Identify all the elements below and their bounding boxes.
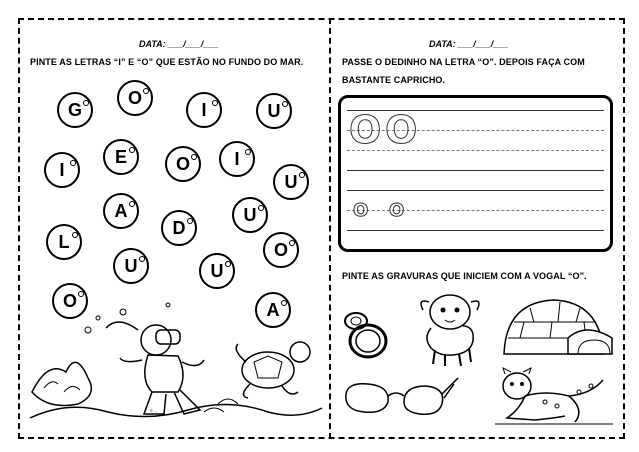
date-label-left: DATA: ___/___/___ xyxy=(139,39,219,49)
jaguar-picture[interactable] xyxy=(495,366,613,428)
trace-letter: O xyxy=(353,200,369,221)
letter-bubble[interactable]: A xyxy=(103,193,139,229)
writing-line xyxy=(347,230,604,231)
page-divider xyxy=(329,18,331,439)
letter-bubble[interactable]: U xyxy=(113,248,149,284)
handwriting-box[interactable] xyxy=(338,95,613,252)
diver-turtle-illustration xyxy=(28,300,324,430)
letter-bubble[interactable]: U xyxy=(256,93,292,129)
trace-letter: O xyxy=(389,200,405,221)
letter-bubble[interactable]: O xyxy=(52,283,88,319)
letter-bubble[interactable]: U xyxy=(199,253,235,289)
date-label-right: DATA: ___/___/___ xyxy=(429,39,509,49)
letter-bubble[interactable]: D xyxy=(161,210,197,246)
sheep-picture[interactable] xyxy=(415,288,485,368)
trace-letter: O xyxy=(385,108,418,152)
instruction-color: PINTE AS GRAVURAS QUE INICIEM COM A VOGAL “O”. xyxy=(342,271,587,281)
letter-bubble[interactable]: O xyxy=(263,232,299,268)
instruction-left: PINTE AS LETRAS “I” E “O” QUE ESTÃO NO FUNDO DO MAR. xyxy=(30,57,304,67)
igloo-picture[interactable] xyxy=(500,298,615,358)
instruction-trace: PASSE O DEDINHO NA LETRA “O”. DEPOIS FAÇA COM BASTANTE CAPRICHO. xyxy=(342,57,585,85)
letter-bubble[interactable]: I xyxy=(44,152,80,188)
writing-line xyxy=(347,210,604,211)
letter-bubble[interactable]: U xyxy=(232,197,268,233)
letter-bubble[interactable]: O xyxy=(117,80,153,116)
letter-bubble[interactable]: O xyxy=(165,146,201,182)
letter-bubble[interactable]: G xyxy=(57,92,93,128)
ring-picture[interactable] xyxy=(338,305,398,365)
trace-letter: O xyxy=(349,108,382,152)
glasses-picture[interactable] xyxy=(342,376,460,418)
writing-line xyxy=(347,170,604,171)
writing-line xyxy=(347,190,604,191)
illustration-credit: © ... xyxy=(150,408,158,413)
letter-bubble[interactable]: A xyxy=(255,292,291,328)
letter-bubble[interactable]: U xyxy=(273,164,309,200)
letter-bubble[interactable]: I xyxy=(219,141,255,177)
letter-bubble[interactable]: I xyxy=(186,92,222,128)
letter-bubble[interactable]: L xyxy=(46,224,82,260)
letter-bubble[interactable]: E xyxy=(103,139,139,175)
